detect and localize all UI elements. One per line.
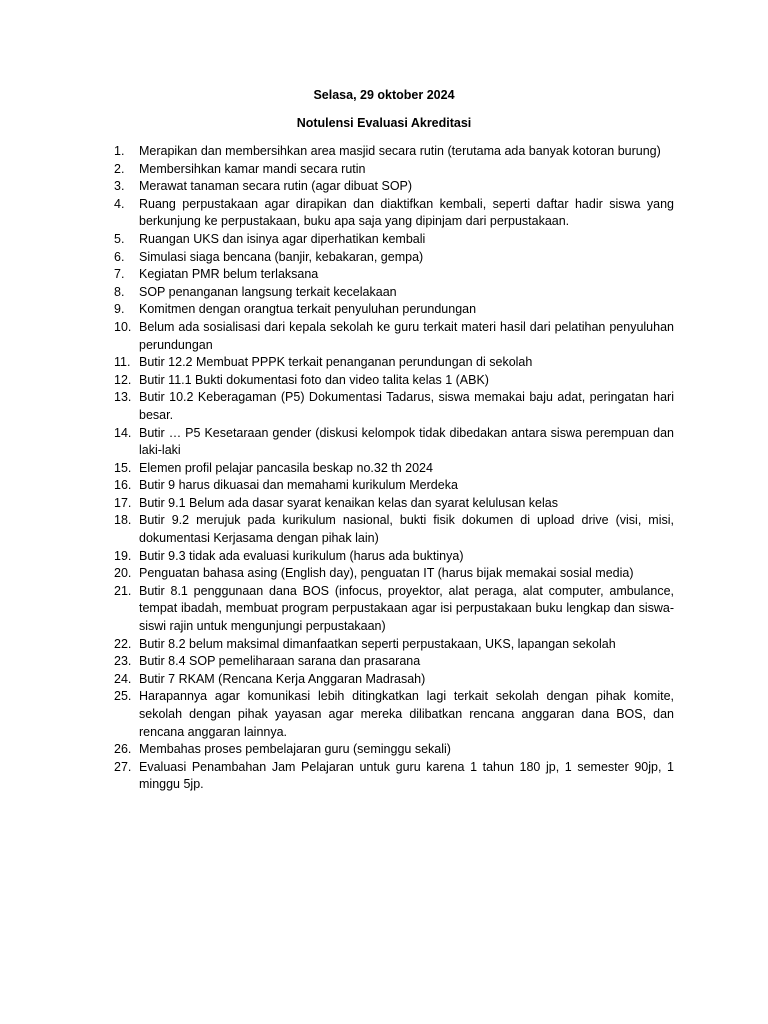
item-text: Komitmen dengan orangtua terkait penyuluhan perundungan [139, 302, 477, 317]
list-item [114, 425, 674, 460]
item-number: 2. [114, 161, 125, 176]
list-item [114, 741, 674, 759]
item-number: 19. [114, 548, 132, 563]
item-number: 1. [114, 144, 125, 158]
item-text: Butir 9 harus dikuasai dan memahami kurikulum Merdeka [139, 478, 458, 493]
item-text: Simulasi siaga bencana (banjir, kebakaran, gempa) [139, 249, 424, 264]
item-number: 17. [114, 495, 132, 510]
list-item [114, 354, 674, 372]
item-number: 15. [114, 460, 132, 475]
item-text: Butir 10.2 Keberagaman (P5) Dokumentasi Tadarus, siswa memakai baju adat, peringatan hari besar. [139, 390, 674, 422]
item-text: Butir 11.1 Bukti dokumentasi foto dan video talita kelas 1 (ABK) [139, 372, 489, 387]
item-text: Merawat tanaman secara rutin (agar dibuat SOP) [139, 179, 413, 194]
list-item [114, 495, 674, 513]
list-item [114, 178, 674, 196]
item-number: 22. [114, 636, 132, 651]
list-item [114, 583, 674, 636]
list-item [114, 161, 674, 179]
item-text: Butir 9.3 tidak ada evaluasi kurikulum (harus ada buktinya) [139, 548, 464, 563]
item-number: 9. [114, 302, 125, 317]
item-text: Penguatan bahasa asing (English day), penguatan IT (harus bijak memakai sosial media) [139, 566, 634, 581]
item-number: 18. [114, 513, 132, 528]
item-number: 26. [114, 742, 132, 757]
item-number: 6. [114, 249, 125, 264]
item-number: 11. [114, 355, 131, 370]
item-number: 24. [114, 671, 132, 686]
item-text: Ruangan UKS dan isinya agar diperhatikan kembali [139, 231, 426, 246]
document-title: Notulensi Evaluasi Akreditasi [296, 116, 472, 130]
item-text: Membersihkan kamar mandi secara rutin [139, 161, 366, 176]
item-text: Butir 12.2 Membuat PPPK terkait penanganan perundungan di sekolah [139, 355, 533, 370]
item-text: Harapannya agar komunikasi lebih ditingkatkan lagi terkait sekolah dengan pihak komite, sekolah dengan pihak yayasan agar mereka dilibatkan rencana anggaran dana BOS, dan rencana anggaran lainnya. [139, 689, 674, 739]
item-text: Butir 8.4 SOP pemeliharaan sarana dan prasarana [139, 654, 421, 669]
item-number: 8. [114, 284, 125, 299]
item-text: Butir 9.2 merujuk pada kurikulum nasional, bukti fisik dokumen di upload drive (visi, misi, dokumentasi Kerjasama dengan pihak lain) [139, 513, 674, 546]
item-number: 14. [114, 425, 132, 440]
list-item [114, 688, 674, 741]
list-item [114, 759, 674, 794]
list-item [114, 548, 674, 566]
list-item [114, 565, 674, 583]
list-item [114, 249, 674, 267]
list-item [114, 319, 674, 354]
item-number: 23. [114, 654, 132, 669]
item-number: 20. [114, 566, 132, 581]
notes-list [114, 143, 674, 794]
list-item [114, 636, 674, 654]
list-item [114, 143, 674, 161]
list-item [114, 301, 674, 319]
list-item [114, 512, 674, 547]
list-item [114, 284, 674, 302]
item-text: Evaluasi Penambahan Jam Pelajaran untuk guru karena 1 tahun 180 jp, 1 semester 90jp, 1 minggu 5jp. [139, 759, 674, 792]
item-text: Belum ada sosialisasi dari kepala sekolah ke guru terkait materi hasil dari pelatihan penyuluhan perundungan [139, 319, 674, 352]
item-text: Butir 9.1 Belum ada dasar syarat kenaikan kelas dan syarat kelulusan kelas [139, 495, 558, 510]
item-text: Butir 8.1 penggunaan dana BOS (infocus, proyektor, alat peraga, alat computer, ambulance, tempat ibadah, membuat program perpustakaan agar isi perpustakaan buku lengkap dan siswa-siswi rajin untuk mengunjungi perpustakaan) [139, 583, 674, 634]
list-item [114, 460, 674, 478]
list-item [114, 671, 674, 689]
item-text: Butir 7 RKAM (Rencana Kerja Anggaran Madrasah) [139, 671, 426, 686]
item-text: Kegiatan PMR belum terlaksana [139, 267, 319, 282]
item-text: Membahas proses pembelajaran guru (seminggu sekali) [139, 742, 451, 757]
list-item [114, 389, 674, 424]
list-item [114, 196, 674, 231]
item-number: 16. [114, 478, 132, 493]
list-item [114, 231, 674, 249]
item-text: Merapikan dan membersihkan area masjid secara rutin (terutama ada banyak kotoran burung) [139, 144, 661, 158]
item-number: 13. [114, 390, 132, 405]
item-number: 5. [114, 231, 125, 246]
list-item [114, 266, 674, 284]
item-number: 7. [114, 267, 125, 282]
item-number: 10. [114, 319, 132, 334]
item-text: Ruang perpustakaan agar dirapikan dan diaktifkan kembali, seperti daftar hadir siswa yang berkunjung ke perpustakaan, buku apa saja yang dipinjam dari perpustakaan. [139, 196, 674, 229]
list-item [114, 477, 674, 495]
item-number: 3. [114, 179, 125, 194]
item-number: 27. [114, 759, 132, 774]
item-text: Elemen profil pelajar pancasila beskap no.32 th 2024 [139, 460, 433, 475]
item-text: Butir … P5 Kesetaraan gender (diskusi kelompok tidak dibedakan antara siswa perempuan dan laki-laki [139, 425, 674, 458]
item-number: 21. [114, 583, 132, 598]
list-item [114, 653, 674, 671]
item-number: 12. [114, 372, 132, 387]
document-date: Selasa, 29 oktober 2024 [313, 88, 455, 102]
item-number: 4. [114, 196, 125, 211]
item-text: Butir 8.2 belum maksimal dimanfaatkan seperti perpustakaan, UKS, lapangan sekolah [139, 636, 616, 651]
item-text: SOP penanganan langsung terkait kecelakaan [139, 284, 397, 299]
list-item [114, 372, 674, 390]
item-number: 25. [114, 689, 132, 704]
